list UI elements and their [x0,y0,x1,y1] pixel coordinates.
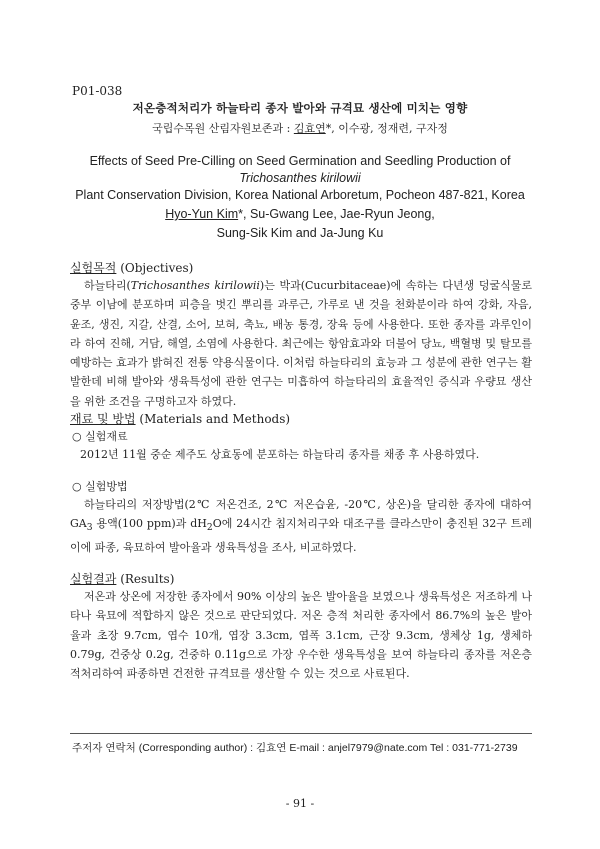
authors-english-line3: Sung-Sik Kim and Ja-Jung Ku [216,226,384,240]
corresponding-author: 주저자 연락처 (Corresponding author) : 김효연 E-mail : anjel7979@nate.com Tel : 031-771-2739 [72,742,518,754]
materials-paragraph: 2012년 11월 중순 제주도 상효동에 분포하는 하늘타리 종자를 채종 후 사용하였다. [80,448,480,461]
authors-english [40,205,560,224]
objectives-text-b: )는 박과(Cucurbitaceae)에 속하는 다년생 덩굴식물로 중부 이남에 분포하며 피층을 벗긴 뿌리를 과루근, 가루로 낸 것을 천화분이라 하여 강화, 자음, 윤조, 생진, 지갈, 산결, 소어, 보혀, 축뇨, 배농 통경, 장육 등에 사용한다. 또한 종자를 과루인이라 하여 진해, 거담, 해열, 소염에 사용한다. 최근에는 항암효과와 더불어 당뇨, 백혈병 및 탈모를 예방하는 효과가 밝혀진 전통 약용식물이다. 이처럼 하늘타리의 효능과 그 성분에 관한 연구는 활발한데 비해 발아와 생육특성에 관한 연구는 미흡하여 하늘타리의 효율적인 증식과 우량묘 생산을 위한 조건을 구명하고자 하였다. [70,279,533,408]
authors-korean [0,120,600,136]
authors-ko-main: 김효연 [293,122,326,135]
section-heading-results [70,570,174,587]
methods-paragraph [70,495,532,557]
objectives-text-a: 하늘타리( [84,279,131,292]
page-number: - 91 - [285,797,315,810]
authors-ko-rest: *, 이수광, 정재련, 구자정 [325,122,448,135]
authors-ko-prefix: 국립수목원 산림자원보존과 : [152,122,294,135]
section-heading-objectives [70,259,193,276]
objectives-species: Trichosanthes kirilowii [130,279,260,292]
title-korean: 저온층적처리가 하늘타리 종자 발아와 규격묘 생산에 미치는 영향 [132,101,468,115]
methods-text-b: 용액(100 ppm)과 dH [92,517,207,531]
author-en-rest: *, Su-Gwang Lee, Jae-Ryun Jeong, [238,207,435,221]
title-english-line1: Effects of Seed Pre-Cilling on Seed Germination and Seedling Production of [89,154,511,168]
footer-divider [70,733,532,734]
methods-sub-2: 2 [206,522,213,534]
methods-text-c: O에 24시간 침지처리구와 대조구를 클라스만이 충진된 32구 트레이에 파종, 육묘하여 발아율과 생육특성을 조사, 비교하였다. [70,517,532,554]
section-objectives-en: (Objectives) [116,261,194,275]
methods-text-a: 하늘타리의 저장방법(2℃ 저온건조, 2℃ 저온습윤, -20℃, 상온)을 달리한 종자에 대하여 GA [70,498,532,531]
section-objectives-ko: 실험목적 [70,261,117,275]
title-english-species: Trichosanthes kirilowii [239,171,361,185]
section-results-ko: 실험결과 [70,572,117,586]
author-en-main: Hyo-Yun Kim [165,207,239,221]
subsection-methods: ○ 실험방법 [72,480,128,493]
affiliation-english: Plant Conservation Division, Korea National Arboretum, Pocheon 487-821, Korea [75,188,525,202]
affiliation-block [40,186,560,243]
results-paragraph: 저온과 상온에 저장한 종자에서 90% 이상의 높은 발아율을 보였으나 생육특성은 저조하게 나타나 육묘에 적합하지 않은 것으로 판단되었다. 저온 층적 처리한 종자에서 86.7%의 높은 발아율과 초장 9.7cm, 엽수 10개, 엽장 3.3cm, 엽폭 3.1cm, 근장 9.3cm, 생체상 1g, 생체하 0.79g, 건중상 0.2g, 건중하 0.11g으로 가장 우수한 생육특성을 보여 하늘타리 종자를 저온층적처리하여 파종하면 건전한 규격묘를 생산할 수 있는 것으로 사료된다. [70,590,532,681]
section-methods-ko: 재료 및 방법 [70,412,136,426]
methods-sub-3: 3 [86,522,93,534]
section-results-en: (Results) [116,572,175,586]
section-heading-methods [70,410,290,427]
objectives-paragraph [70,276,532,411]
title-english [40,153,560,187]
abstract-code: P01-038 [72,84,123,98]
section-methods-en: (Materials and Methods) [135,412,291,426]
subsection-materials: ○ 실험재료 [72,430,128,443]
